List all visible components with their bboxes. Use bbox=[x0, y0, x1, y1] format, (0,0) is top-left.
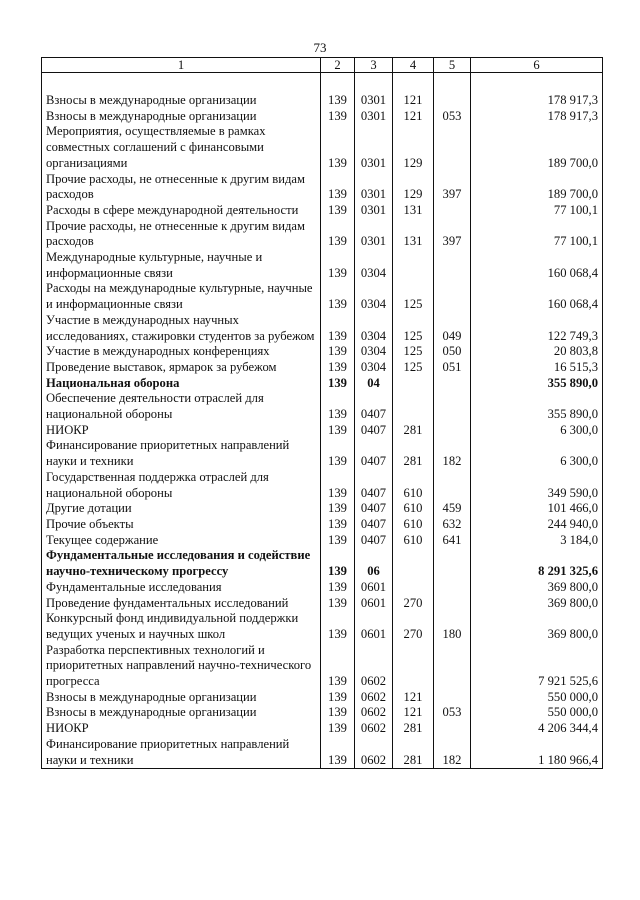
header-col-1: 1 bbox=[42, 58, 321, 73]
section-code: 0602 bbox=[355, 690, 393, 706]
expense-type-code bbox=[434, 93, 471, 109]
target-code bbox=[393, 250, 434, 281]
target-code: 610 bbox=[393, 470, 434, 501]
table-row bbox=[42, 690, 603, 706]
item-name: Финансирование приоритетных направлений науки и техники bbox=[42, 438, 321, 469]
header-col-4: 4 bbox=[393, 58, 434, 73]
section-code: 0301 bbox=[355, 172, 393, 203]
amount: 355 890,0 bbox=[471, 391, 603, 422]
item-name: Взносы в международные организации bbox=[42, 690, 321, 706]
dept-code: 139 bbox=[321, 313, 355, 344]
expense-type-code: 051 bbox=[434, 360, 471, 376]
amount: 1 180 966,4 bbox=[471, 737, 603, 769]
amount: 16 515,3 bbox=[471, 360, 603, 376]
expense-type-code bbox=[434, 690, 471, 706]
target-code: 131 bbox=[393, 219, 434, 250]
item-name: Прочие расходы, не отнесенные к другим видам расходов bbox=[42, 219, 321, 250]
table-row bbox=[42, 643, 603, 690]
expense-type-code bbox=[434, 250, 471, 281]
page-number: 73 bbox=[313, 40, 327, 55]
table-row bbox=[42, 391, 603, 422]
item-name: Проведение выставок, ярмарок за рубежом bbox=[42, 360, 321, 376]
item-name: Фундаментальные исследования bbox=[42, 580, 321, 596]
amount: 4 206 344,4 bbox=[471, 721, 603, 737]
expense-type-code bbox=[434, 281, 471, 312]
expense-type-code bbox=[434, 423, 471, 439]
item-name: Участие в международных научных исследованиях, стажировки студентов за рубежом bbox=[42, 313, 321, 344]
expense-type-code bbox=[434, 548, 471, 579]
expense-type-code: 397 bbox=[434, 219, 471, 250]
dept-code: 139 bbox=[321, 705, 355, 721]
dept-code: 139 bbox=[321, 470, 355, 501]
expense-type-code: 049 bbox=[434, 313, 471, 344]
target-code: 281 bbox=[393, 737, 434, 769]
dept-code: 139 bbox=[321, 596, 355, 612]
section-code: 0602 bbox=[355, 705, 393, 721]
section-code: 0301 bbox=[355, 109, 393, 125]
item-name: Расходы на международные культурные, научные и информационные связи bbox=[42, 281, 321, 312]
dept-code: 139 bbox=[321, 250, 355, 281]
section-code: 06 bbox=[355, 548, 393, 579]
table-row bbox=[42, 611, 603, 642]
item-name: Государственная поддержка отраслей для национальной обороны bbox=[42, 470, 321, 501]
dept-code: 139 bbox=[321, 533, 355, 549]
expense-type-code bbox=[434, 596, 471, 612]
amount: 349 590,0 bbox=[471, 470, 603, 501]
dept-code: 139 bbox=[321, 423, 355, 439]
target-code: 125 bbox=[393, 281, 434, 312]
item-name: Взносы в международные организации bbox=[42, 109, 321, 125]
amount: 122 749,3 bbox=[471, 313, 603, 344]
target-code bbox=[393, 643, 434, 690]
dept-code: 139 bbox=[321, 501, 355, 517]
table-row bbox=[42, 533, 603, 549]
item-name: Разработка перспективных технологий и приоритетных направлений научно-технического прогресса bbox=[42, 643, 321, 690]
table-row bbox=[42, 172, 603, 203]
item-name: Мероприятия, осуществляемые в рамках совместных соглашений с финансовыми организациями bbox=[42, 124, 321, 171]
dept-code: 139 bbox=[321, 611, 355, 642]
amount: 369 800,0 bbox=[471, 580, 603, 596]
amount: 189 700,0 bbox=[471, 172, 603, 203]
amount: 189 700,0 bbox=[471, 124, 603, 171]
section-code: 0407 bbox=[355, 533, 393, 549]
table-row bbox=[42, 580, 603, 596]
expense-type-code: 180 bbox=[434, 611, 471, 642]
target-code: 125 bbox=[393, 313, 434, 344]
table-row bbox=[42, 109, 603, 125]
item-name: Фундаментальные исследования и содействие научно-техническому прогрессу bbox=[42, 548, 321, 579]
expense-type-code bbox=[434, 470, 471, 501]
amount: 355 890,0 bbox=[471, 376, 603, 392]
target-code: 125 bbox=[393, 360, 434, 376]
section-code: 0407 bbox=[355, 501, 393, 517]
dept-code: 139 bbox=[321, 219, 355, 250]
section-code: 0601 bbox=[355, 580, 393, 596]
table-row bbox=[42, 548, 603, 579]
item-name: Обеспечение деятельности отраслей для национальной обороны bbox=[42, 391, 321, 422]
amount: 550 000,0 bbox=[471, 690, 603, 706]
target-code: 610 bbox=[393, 501, 434, 517]
target-code bbox=[393, 580, 434, 596]
section-code: 0301 bbox=[355, 124, 393, 171]
target-code: 121 bbox=[393, 690, 434, 706]
dept-code: 139 bbox=[321, 172, 355, 203]
dept-code: 139 bbox=[321, 360, 355, 376]
target-code: 125 bbox=[393, 344, 434, 360]
dept-code: 139 bbox=[321, 391, 355, 422]
expense-type-code bbox=[434, 376, 471, 392]
section-code: 0602 bbox=[355, 737, 393, 769]
table-row bbox=[42, 438, 603, 469]
table-row bbox=[42, 517, 603, 533]
dept-code: 139 bbox=[321, 548, 355, 579]
section-code: 0407 bbox=[355, 391, 393, 422]
amount: 178 917,3 bbox=[471, 109, 603, 125]
dept-code: 139 bbox=[321, 737, 355, 769]
expense-type-code bbox=[434, 721, 471, 737]
amount: 6 300,0 bbox=[471, 438, 603, 469]
item-name: Прочие объекты bbox=[42, 517, 321, 533]
amount: 160 068,4 bbox=[471, 281, 603, 312]
dept-code: 139 bbox=[321, 438, 355, 469]
amount: 20 803,8 bbox=[471, 344, 603, 360]
expense-type-code: 182 bbox=[434, 438, 471, 469]
dept-code: 139 bbox=[321, 344, 355, 360]
dept-code: 139 bbox=[321, 281, 355, 312]
table-row bbox=[42, 376, 603, 392]
dept-code: 139 bbox=[321, 580, 355, 596]
section-code: 0407 bbox=[355, 423, 393, 439]
target-code bbox=[393, 391, 434, 422]
target-code: 281 bbox=[393, 721, 434, 737]
expense-type-code: 632 bbox=[434, 517, 471, 533]
header-col-5: 5 bbox=[434, 58, 471, 73]
table-row bbox=[42, 203, 603, 219]
section-code: 0407 bbox=[355, 438, 393, 469]
header-col-6: 6 bbox=[471, 58, 603, 73]
target-code: 281 bbox=[393, 438, 434, 469]
target-code bbox=[393, 376, 434, 392]
header-row bbox=[42, 58, 603, 73]
amount: 178 917,3 bbox=[471, 93, 603, 109]
expense-type-code bbox=[434, 643, 471, 690]
spacer-row bbox=[42, 73, 603, 94]
amount: 160 068,4 bbox=[471, 250, 603, 281]
table-row bbox=[42, 737, 603, 769]
dept-code: 139 bbox=[321, 203, 355, 219]
table-row bbox=[42, 501, 603, 517]
table-row bbox=[42, 219, 603, 250]
dept-code: 139 bbox=[321, 721, 355, 737]
target-code: 131 bbox=[393, 203, 434, 219]
item-name: Конкурсный фонд индивидуальной поддержки ведущих ученых и научных школ bbox=[42, 611, 321, 642]
budget-table bbox=[41, 57, 603, 769]
expense-type-code: 397 bbox=[434, 172, 471, 203]
item-name: Взносы в международные организации bbox=[42, 705, 321, 721]
target-code: 129 bbox=[393, 124, 434, 171]
expense-type-code: 641 bbox=[434, 533, 471, 549]
table-row bbox=[42, 721, 603, 737]
target-code bbox=[393, 548, 434, 579]
expense-type-code: 459 bbox=[434, 501, 471, 517]
item-name: Участие в международных конференциях bbox=[42, 344, 321, 360]
dept-code: 139 bbox=[321, 643, 355, 690]
table-row bbox=[42, 250, 603, 281]
expense-type-code: 182 bbox=[434, 737, 471, 769]
target-code: 121 bbox=[393, 705, 434, 721]
dept-code: 139 bbox=[321, 109, 355, 125]
amount: 369 800,0 bbox=[471, 611, 603, 642]
table-body bbox=[42, 73, 603, 769]
table-row bbox=[42, 360, 603, 376]
section-code: 0304 bbox=[355, 360, 393, 376]
section-code: 0601 bbox=[355, 596, 393, 612]
expense-type-code bbox=[434, 124, 471, 171]
amount: 7 921 525,6 bbox=[471, 643, 603, 690]
expense-type-code bbox=[434, 580, 471, 596]
section-code: 0602 bbox=[355, 721, 393, 737]
amount: 6 300,0 bbox=[471, 423, 603, 439]
table-row bbox=[42, 344, 603, 360]
target-code: 121 bbox=[393, 109, 434, 125]
expense-type-code: 053 bbox=[434, 109, 471, 125]
item-name: Расходы в сфере международной деятельности bbox=[42, 203, 321, 219]
expense-type-code bbox=[434, 203, 471, 219]
expense-type-code bbox=[434, 391, 471, 422]
table-row bbox=[42, 470, 603, 501]
header-col-3: 3 bbox=[355, 58, 393, 73]
item-name: Проведение фундаментальных исследований bbox=[42, 596, 321, 612]
section-code: 0602 bbox=[355, 643, 393, 690]
dept-code: 139 bbox=[321, 517, 355, 533]
amount: 77 100,1 bbox=[471, 219, 603, 250]
section-code: 0601 bbox=[355, 611, 393, 642]
section-code: 0407 bbox=[355, 517, 393, 533]
target-code: 281 bbox=[393, 423, 434, 439]
section-code: 0301 bbox=[355, 93, 393, 109]
section-code: 0301 bbox=[355, 203, 393, 219]
table-row bbox=[42, 705, 603, 721]
amount: 8 291 325,6 bbox=[471, 548, 603, 579]
amount: 550 000,0 bbox=[471, 705, 603, 721]
target-code: 129 bbox=[393, 172, 434, 203]
item-name: НИОКР bbox=[42, 721, 321, 737]
section-code: 0304 bbox=[355, 313, 393, 344]
header-col-2: 2 bbox=[321, 58, 355, 73]
item-name: Национальная оборона bbox=[42, 376, 321, 392]
target-code: 610 bbox=[393, 533, 434, 549]
target-code: 121 bbox=[393, 93, 434, 109]
item-name: Взносы в международные организации bbox=[42, 93, 321, 109]
section-code: 0407 bbox=[355, 470, 393, 501]
item-name: Другие дотации bbox=[42, 501, 321, 517]
amount: 244 940,0 bbox=[471, 517, 603, 533]
amount: 101 466,0 bbox=[471, 501, 603, 517]
item-name: НИОКР bbox=[42, 423, 321, 439]
section-code: 0304 bbox=[355, 250, 393, 281]
item-name: Прочие расходы, не отнесенные к другим видам расходов bbox=[42, 172, 321, 203]
item-name: Текущее содержание bbox=[42, 533, 321, 549]
target-code: 270 bbox=[393, 596, 434, 612]
item-name: Международные культурные, научные и информационные связи bbox=[42, 250, 321, 281]
table-row bbox=[42, 596, 603, 612]
table-row bbox=[42, 124, 603, 171]
amount: 369 800,0 bbox=[471, 596, 603, 612]
expense-type-code: 053 bbox=[434, 705, 471, 721]
section-code: 0304 bbox=[355, 281, 393, 312]
table-row bbox=[42, 281, 603, 312]
dept-code: 139 bbox=[321, 124, 355, 171]
table-row bbox=[42, 313, 603, 344]
dept-code: 139 bbox=[321, 690, 355, 706]
section-code: 04 bbox=[355, 376, 393, 392]
section-code: 0304 bbox=[355, 344, 393, 360]
amount: 3 184,0 bbox=[471, 533, 603, 549]
table-row bbox=[42, 423, 603, 439]
section-code: 0301 bbox=[355, 219, 393, 250]
item-name: Финансирование приоритетных направлений науки и техники bbox=[42, 737, 321, 769]
target-code: 270 bbox=[393, 611, 434, 642]
dept-code: 139 bbox=[321, 93, 355, 109]
expense-type-code: 050 bbox=[434, 344, 471, 360]
amount: 77 100,1 bbox=[471, 203, 603, 219]
table-row bbox=[42, 93, 603, 109]
target-code: 610 bbox=[393, 517, 434, 533]
dept-code: 139 bbox=[321, 376, 355, 392]
